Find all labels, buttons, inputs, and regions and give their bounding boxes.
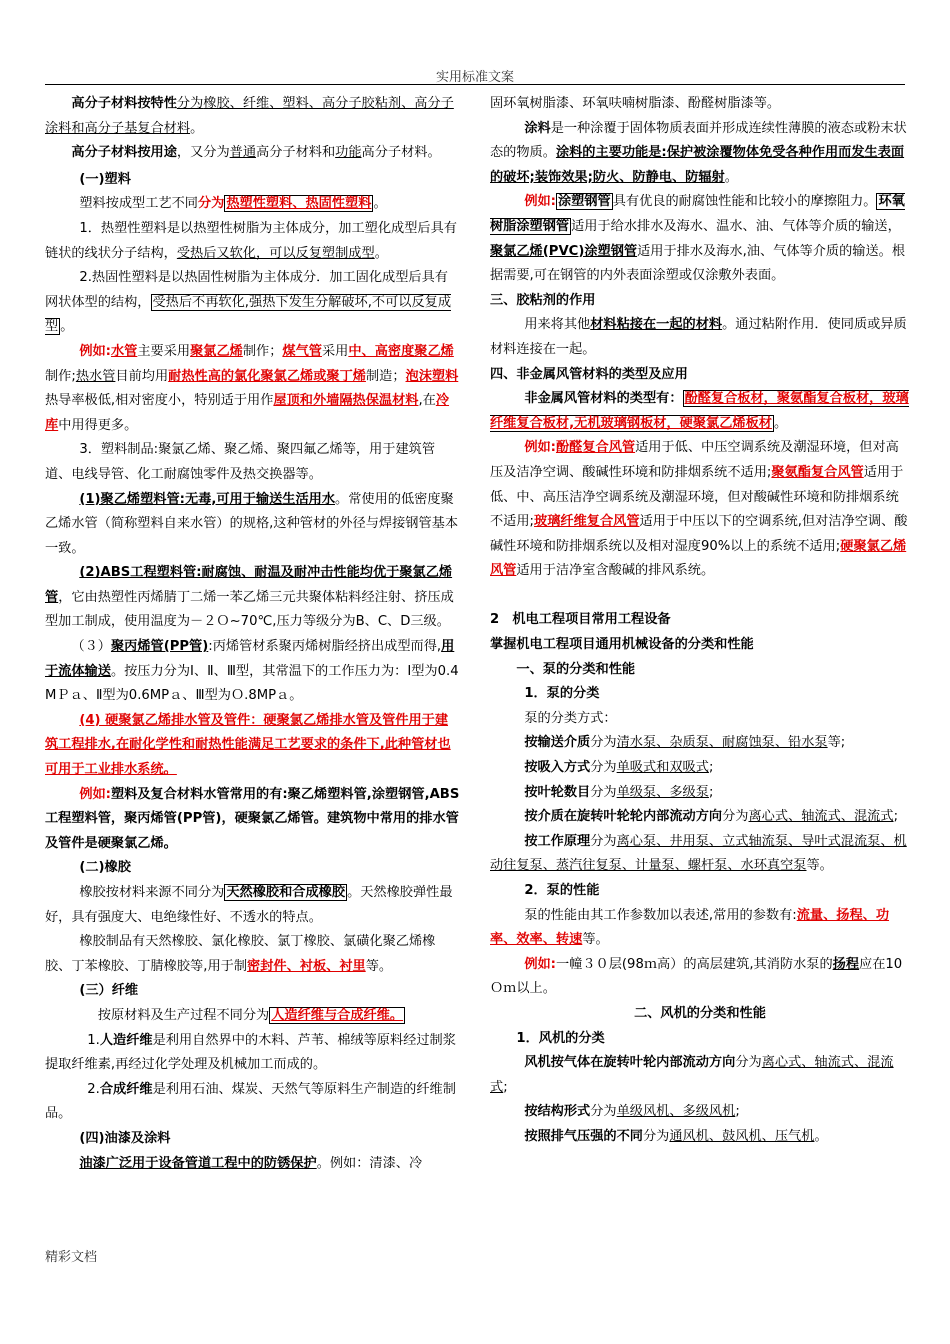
- paragraph: [45, 141, 460, 166]
- emphasis-text: 通风机、鼓风机、压气机: [669, 1128, 815, 1144]
- chapter-heading: [490, 608, 910, 633]
- list-item: [490, 805, 910, 830]
- section-heading: [45, 979, 460, 1004]
- emphasis-text: 非金属风管材料的类型有：: [524, 391, 683, 407]
- right-column: [490, 92, 910, 1150]
- emphasis-text: (2)ABS工程塑料管:耐腐蚀、耐温及耐冲击性能均优于聚氯乙烯管: [45, 565, 453, 605]
- text-run: ;: [708, 760, 714, 776]
- emphasis-text: 2．泵的性能: [524, 883, 600, 898]
- text-run: 2.: [87, 1081, 100, 1097]
- emphasis-text: 按介质在旋转叶轮轮内部流动方向: [524, 809, 723, 825]
- subsection-heading: [490, 879, 910, 904]
- text-run: ;: [735, 1104, 740, 1120]
- text-run: 用来将其他: [524, 317, 591, 333]
- page-footer: 精彩文档: [45, 1250, 98, 1265]
- emphasis-text: (四)油漆及涂料: [79, 1130, 171, 1146]
- emphasis-text: 离心式、轴流式、混流式: [490, 1055, 894, 1095]
- subsection-heading: [490, 682, 910, 707]
- emphasis-text: 一、泵的分类和性能: [516, 661, 636, 677]
- paragraph: [490, 92, 910, 117]
- text-run: 一幢３０层(98ｍ高）的高层建筑,其消防水泵的: [555, 956, 833, 972]
- text-run: 。: [814, 1128, 828, 1144]
- text-run: 等;: [827, 735, 846, 751]
- emphasis-text: 聚丙烯管(PP管): [110, 639, 209, 655]
- paragraph: [490, 117, 910, 191]
- text-run: 适用于给水排水及海水、温水、油、气体等介质的输送，: [571, 218, 901, 234]
- highlight-text: 聚氨酯复合风管: [771, 464, 864, 480]
- paragraph: [45, 1004, 460, 1029]
- emphasis-text: (1)聚乙烯塑料管:无毒,可用于输送生活用水: [79, 491, 336, 507]
- text-run: 主要采用: [137, 343, 191, 359]
- highlight-text: 聚氯乙烯: [190, 343, 243, 359]
- example-paragraph: [45, 783, 460, 857]
- text-run: 高分子材料和: [256, 145, 336, 161]
- text-run: ，它由热塑性丙烯腈丁二烯一苯乙烯三元共聚体粘料经注射、挤压成型加工制成，使用温度为－２Ｏ~70℃,压力等级分为B、C、D三级。: [45, 589, 454, 630]
- paragraph: [490, 707, 910, 732]
- highlight-text: 硬聚氯乙烯风管: [490, 538, 907, 579]
- emphasis-text: 聚氯乙烯(PVC)涂塑钢管: [490, 243, 638, 259]
- emphasis-text: (三）纤维: [79, 983, 139, 999]
- text-run: 制作；: [242, 343, 283, 359]
- text-run: :丙烯管材系聚丙烯树脂经挤出成型而得,: [208, 639, 442, 655]
- emphasis-text: 功能: [335, 145, 362, 161]
- section-heading: [45, 1127, 460, 1152]
- highlight-text: 分为: [198, 196, 225, 212]
- emphasis-text: 2 机电工程项目常用工程设备: [490, 612, 671, 628]
- emphasis-text: 离心泵、井用泵、立式轴流泵、导叶式混流泵、机动往复泵、蒸汽往复泵、计量泵、螺杆泵、水环真空泵: [490, 833, 907, 874]
- paragraph: [45, 1029, 460, 1078]
- text-run: 分为: [643, 1128, 670, 1144]
- text-run: ;: [893, 809, 899, 825]
- paragraph: [45, 217, 460, 266]
- section-heading: [45, 168, 460, 193]
- emphasis-text: 单吸式和双吸式: [616, 760, 709, 776]
- text-run: 。: [60, 319, 74, 335]
- emphasis-text: 按输送介质: [524, 735, 591, 751]
- text-run: 应在10Ｏｍ以上。: [490, 956, 903, 997]
- emphasis-text: 涂料: [524, 120, 551, 136]
- paragraph: [45, 1152, 460, 1177]
- example-paragraph: [490, 190, 910, 288]
- emphasis-text: 普通: [229, 145, 257, 161]
- section-heading: [490, 289, 910, 314]
- emphasis-text: 人造纤维: [99, 1032, 153, 1048]
- text-run: 分为: [735, 1055, 762, 1071]
- highlight-text: 人造纤维与合成纤维。: [271, 1007, 404, 1023]
- example-paragraph: [45, 340, 460, 438]
- emphasis-text: 橡胶、纤维、塑料、高分子胶粘剂、高分子涂料和高分子基复合材料: [45, 96, 454, 136]
- paragraph: [45, 92, 460, 141]
- emphasis-text: 油漆广泛用于设备管道工程中的防锈保护: [79, 1155, 317, 1171]
- list-item: [490, 1125, 910, 1150]
- emphasis-text: 受热后又软化，可以反复塑制成型: [176, 245, 375, 261]
- list-item: [490, 756, 910, 781]
- text-run: 适用于排水及海水,油、气体等介质的输送。根据需要,可在钢管的内外表面涂塑或仅涂敷外表面。: [490, 243, 906, 284]
- paragraph: [490, 387, 910, 436]
- paragraph: [490, 904, 910, 953]
- header-divider: [45, 84, 905, 85]
- text-run: 2.热固性塑料是以热固性树脂为主体成分．加工固化成型后具有网状体型的结构，: [45, 270, 448, 310]
- text-run: 高分子材料。: [361, 145, 441, 161]
- text-run: 固环氧树脂漆、环氧呋喃树脂漆、酚醛树脂漆等。: [490, 96, 781, 111]
- text-run: 。: [374, 245, 388, 261]
- text-run: 。天然橡胶弹性最好，具有强度大、电绝缘性好、不透水的特点。: [45, 885, 453, 925]
- highlight-text: 酚醛复合风管: [555, 440, 636, 456]
- list-item: [490, 731, 910, 756]
- emphasis-text: 受热后不再软化,强热下发生分解破坏,不可以反复成型: [45, 294, 452, 335]
- text-run: 中用得更多。: [58, 417, 138, 433]
- paragraph: [45, 881, 460, 930]
- emphasis-text: 按工作原理: [524, 833, 591, 849]
- text-run: 。: [373, 196, 387, 212]
- text-run: 。例如：清漆、冷: [316, 1155, 423, 1171]
- text-run: 。按压力分为Ⅰ、Ⅱ、Ⅲ型，其常温下的工作压力为：Ⅰ型为0.4MＰａ、Ⅱ型为0.6MPａ、Ⅲ型为Ｏ.8MPａ。: [45, 663, 459, 704]
- text-run: 具有优良的耐腐蚀性能和比较小的摩擦阻力。: [612, 194, 877, 210]
- highlight-text: 热塑性塑料、热固性塑料: [226, 196, 372, 212]
- emphasis-text: 按结构形式: [524, 1104, 591, 1120]
- text-run: 采用: [321, 343, 349, 359]
- emphasis-text: 单级泵、多级泵: [616, 784, 709, 800]
- emphasis-text: 材料粘接在一起的材料: [590, 317, 723, 333]
- text-run: 。常使用的低密度聚乙烯水管（简称塑料自来水管）的规格,这种管材的外径与焊接钢管基本一致。: [45, 491, 459, 556]
- text-run: 热导率极低,相对密度小，特别适于用作: [45, 393, 274, 409]
- text-run: 制作;: [45, 368, 76, 384]
- section-heading: [490, 633, 910, 658]
- emphasis-text: 扬程: [832, 956, 860, 972]
- highlight-text: 例如:: [79, 343, 111, 359]
- text-run: 适用于中压以下的空调系统,但对洁净空调、酸碱性环境和防排烟系统以及相对湿度90%以上的系统不适用;: [490, 514, 908, 554]
- text-run: 1.: [87, 1032, 100, 1048]
- emphasis-text: 高分子材料按用途: [71, 145, 177, 161]
- text-run: 适用于低、中、高压洁净空调系统及潮湿环境，但对酸碱性环境和防排烟系统不适用;: [490, 464, 904, 530]
- emphasis-text: 热水管: [75, 368, 116, 384]
- text-run: 分为: [590, 1104, 617, 1120]
- spacer: [490, 584, 910, 609]
- highlight-text: 水管: [110, 343, 138, 359]
- emphasis-text: 高分子材料按特性: [71, 96, 177, 111]
- highlight-text: 耐热性高的氯化聚氯乙烯或聚丁烯: [168, 368, 366, 384]
- section-heading: [490, 1002, 910, 1027]
- left-column: [45, 92, 460, 1176]
- text-run: 分为: [590, 760, 617, 776]
- paragraph: [45, 192, 460, 217]
- highlight-text: 煤气管: [282, 343, 322, 359]
- paragraph: [490, 313, 910, 362]
- section-heading: [45, 856, 460, 881]
- text-run: 等。: [365, 958, 393, 974]
- list-item: [490, 781, 910, 806]
- text-run: ;: [503, 1079, 508, 1095]
- text-run: 适用于低、中压空调系统及潮湿环境，但对高压及洁净空调、酸碱性环境和防排烟系统不适用;: [490, 440, 899, 480]
- text-run: 适用于洁净室含酸碱的排风系统。: [516, 563, 715, 579]
- emphasis-text: 风机按气体在旋转叶轮内部流动方向: [524, 1055, 736, 1071]
- subsection-heading: [490, 1027, 910, 1052]
- emphasis-text: 按吸入方式: [524, 760, 591, 776]
- text-run: ，又分为: [176, 145, 230, 161]
- example-paragraph: [490, 436, 910, 584]
- emphasis-text: 合成纤维: [99, 1081, 153, 1097]
- text-run: 橡胶按材料来源不同分为: [79, 885, 225, 900]
- text-run: 分为: [590, 735, 617, 751]
- highlight-text: 泡沫塑料: [405, 368, 459, 384]
- emphasis-text: 单级风机、多级风机: [616, 1104, 736, 1120]
- highlight-text: 密封件、衬板、衬里: [247, 958, 366, 974]
- emphasis-text: 二、风机的分类和性能: [634, 1005, 766, 1021]
- highlight-text: (4) 硬聚氯乙烯排水管及管件：硬聚氯乙烯排水管及管件用于建筑工程排水,在耐化学性和耐热性能满足工艺要求的条件下,此种管材也可用于工业排水系统。: [45, 712, 451, 778]
- paragraph: [45, 709, 460, 783]
- text-run: 目前均用: [115, 368, 169, 384]
- text-run: 泵的性能由其工作参数加以表述,常用的参数有:: [524, 907, 797, 923]
- emphasis-text: 清水泵、杂质泵、耐腐蚀泵、铅水泵: [616, 735, 828, 751]
- emphasis-text: 四、非金属风管材料的类型及应用: [490, 366, 688, 382]
- emphasis-text: 涂料的主要功能是:保护被涂覆物体免受各种作用而发生表面的破坏;装饰效果;防火、防静电、防辐射: [490, 145, 905, 185]
- emphasis-text: (一)塑料: [79, 171, 131, 187]
- text-run: 分为: [722, 809, 749, 825]
- list-item: [490, 1051, 910, 1100]
- paragraph: [45, 561, 460, 635]
- highlight-text: 例如:: [524, 440, 556, 456]
- paragraph: [45, 488, 460, 562]
- list-item: [490, 1100, 910, 1125]
- text-run: 分为: [590, 784, 617, 800]
- text-run: 等。: [582, 932, 609, 948]
- text-run: 泵的分类方式：: [524, 710, 617, 726]
- page-header: 实用标准文案: [435, 70, 514, 85]
- text-run: 。: [773, 415, 788, 431]
- text-run: 是利用自然界中的木料、芦苇、棉绒等原料经过制浆提取纤维素,再经过化学处理及机械加工而成的。: [45, 1032, 456, 1073]
- text-run: 3．塑料制品:聚氯乙烯、聚乙烯、聚四氟乙烯等，用于建筑管道、电线导管、化工耐腐蚀零件及热交换器等。: [45, 442, 436, 482]
- emphasis-text: 涂塑钢管: [557, 194, 611, 210]
- text-run: 1．热塑性塑料是以热塑性树脂为主体成分，加工塑化成型后具有链状的线状分子结构，: [45, 220, 457, 261]
- highlight-text: 例如:: [79, 786, 111, 802]
- text-run: 等。: [806, 858, 833, 874]
- paragraph: [45, 266, 460, 340]
- text-run: 是利用石油、煤炭、天然气等原料生产制造的纤维制品。: [45, 1081, 456, 1122]
- section-heading: [490, 363, 910, 388]
- highlight-text: 冷库: [45, 393, 450, 433]
- list-item: [490, 830, 910, 879]
- paragraph: [45, 635, 460, 709]
- emphasis-text: 1．风机的分类: [516, 1030, 605, 1046]
- paragraph: [45, 930, 460, 979]
- emphasis-text: 三、胶粘剂的作用: [490, 292, 596, 308]
- highlight-text: 流量、扬程、功率、效率、转速: [490, 907, 890, 948]
- text-run: 。: [190, 120, 204, 136]
- text-run: ,在: [418, 393, 436, 409]
- emphasis-text: 塑料及复合材料水管常用的有:聚乙烯塑料管,涂塑钢管,ABS工程塑料管，聚丙烯管(PP管)，硬聚氯乙烯管。建筑物中常用的排水管及管件是硬聚氯乙烯。: [45, 786, 460, 851]
- highlight-text: 酚醛复合板材，聚氨酯复合板材，玻璃纤维复合板材,无机玻璃钢板材，硬聚氯乙烯板材: [490, 391, 909, 431]
- emphasis-text: 按叶轮数目: [524, 784, 591, 800]
- paragraph: [45, 1078, 460, 1127]
- emphasis-text: 掌握机电工程项目通用机械设备的分类和性能: [490, 637, 754, 653]
- highlight-text: 屋顶和外墙隔热保温材料: [273, 393, 419, 409]
- highlight-text: 玻璃纤维复合风管: [534, 514, 640, 530]
- emphasis-text: 用于流体输送: [45, 639, 455, 679]
- emphasis-text: 环氧树脂涂塑钢管: [490, 194, 905, 234]
- emphasis-text: 天然橡胶和合成橡胶: [226, 885, 346, 900]
- emphasis-text: 离心式、轴流式、混流式: [748, 809, 894, 825]
- text-run: 按原材料及生产过程不同分为: [97, 1007, 270, 1023]
- text-run: 分为: [590, 833, 617, 849]
- section-heading: [490, 658, 910, 683]
- emphasis-text: (二)橡胶: [79, 860, 131, 876]
- highlight-text: 中、高密度聚乙烯: [348, 343, 454, 359]
- emphasis-text: 按照排气压强的不同: [524, 1128, 643, 1144]
- paragraph: [45, 438, 460, 487]
- emphasis-text: 1．泵的分类: [524, 686, 600, 702]
- example-paragraph: [490, 953, 910, 1002]
- emphasis-text: 分为: [176, 96, 204, 111]
- text-run: 。: [724, 169, 738, 185]
- highlight-text: 例如:: [524, 194, 556, 210]
- text-run: （３）: [71, 639, 111, 655]
- text-run: 橡胶制品有天然橡胶、氯化橡胶、氯丁橡胶、氯磺化聚乙烯橡胶、丁苯橡胶、丁腈橡胶等,用于制: [45, 934, 436, 974]
- text-run: 塑料按成型工艺不同: [79, 196, 198, 212]
- highlight-text: 例如:: [524, 956, 556, 972]
- text-run: ;: [708, 784, 714, 800]
- text-run: 是一种涂覆于固体物质表面并形成连续性薄膜的液态或粉末状态的物质。: [490, 120, 907, 161]
- text-run: 制造；: [365, 368, 406, 384]
- text-run: 。通过粘附作用．使同质或异质材料连接在一起。: [490, 317, 907, 357]
